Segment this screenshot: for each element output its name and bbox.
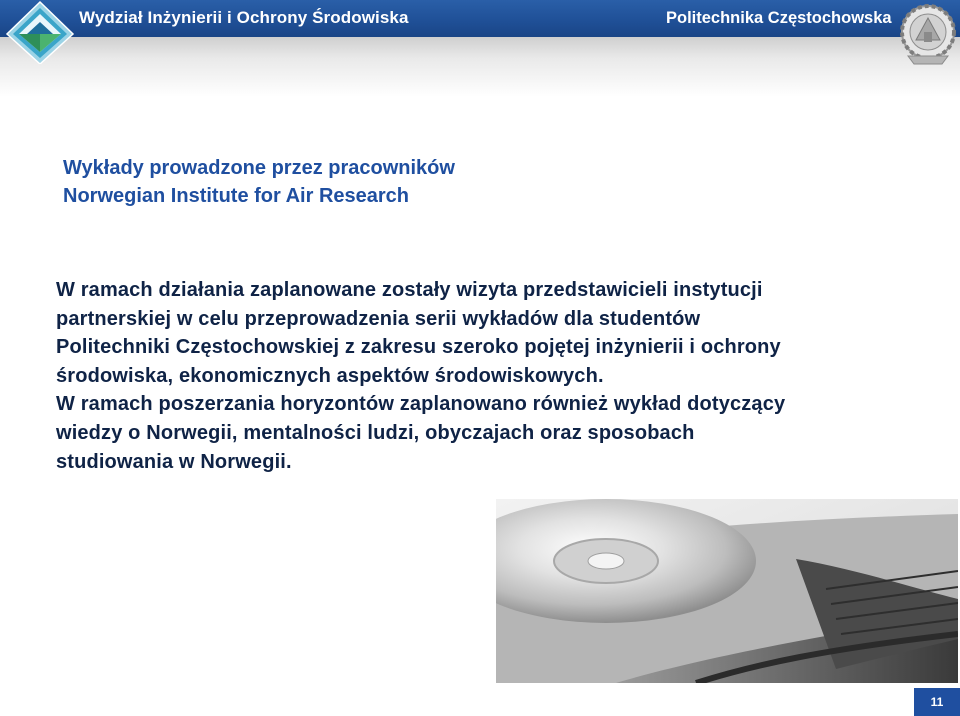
body-line: Politechniki Częstochowskiej z zakresu szeroko pojętej inżynierii i ochrony [56,336,781,359]
body-line: partnerskiej w celu przeprowadzenia serii wykładów dla studentów [56,307,701,330]
department-title: Wydział Inżynierii i Ochrony Środowiska [79,8,409,27]
university-title: Politechnika Częstochowska [666,9,892,27]
slide-subtitle [63,154,455,210]
body-line: wiedzy o Norwegii, mentalności ludzi, obyczajach oraz sposobach [56,421,695,444]
page-number-badge: 11 [914,688,960,716]
subtitle-line: Norwegian Institute for Air Research [63,185,409,207]
subtitle-line: Wykłady prowadzone przez pracowników [63,157,455,179]
university-crest-icon [898,2,958,66]
body-line: W ramach działania zaplanowane zostały wizyta przedstawicieli instytucji [56,279,763,301]
slide-body [56,276,936,476]
faculty-logo-icon [5,0,75,64]
header-shadow [0,37,960,97]
body-line: studiowania w Norwegii. [56,450,292,473]
body-line: środowiska, ekonomicznych aspektów środowiskowych. [56,364,604,387]
body-line: W ramach poszerzania horyzontów zaplanowano również wykład dotyczący [56,393,786,416]
book-and-cd-photo [496,499,958,683]
